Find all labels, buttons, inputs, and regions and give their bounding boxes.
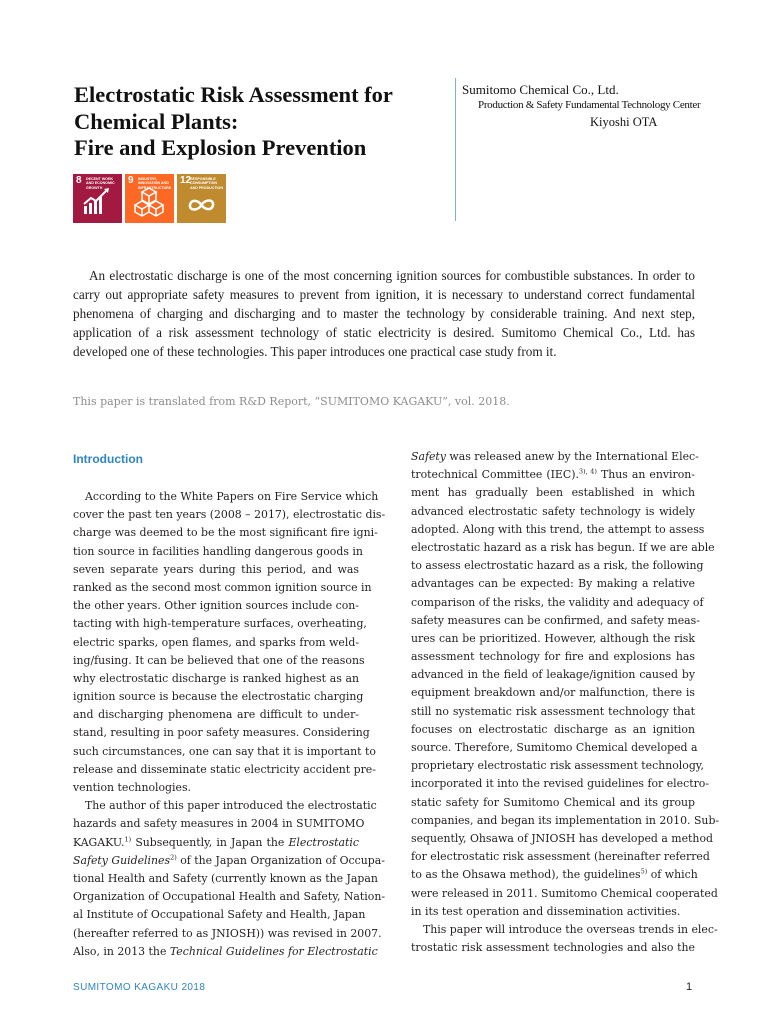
text-line: electrostatic hazard as a risk has begun. If we are able (411, 540, 715, 554)
text-line: sequently, Ohsawa of JNIOSH has developed a method (411, 831, 713, 845)
text-line: ignition source is because the electrostatic charging (73, 690, 364, 704)
italic-title: Safety (411, 450, 446, 463)
text-line (411, 448, 699, 466)
text-line: tional Health and Safety (currently known as the Japan (73, 871, 378, 885)
sdg-12-badge (177, 174, 226, 223)
text-line: proprietary electrostatic risk assessment technology, (411, 759, 704, 773)
sdg-12-number: 12 (180, 175, 192, 186)
header-divider (455, 78, 456, 221)
text-line: were released in 2011. Sumitomo Chemical cooperated (411, 886, 718, 900)
text-line: comparison of the risks, the validity and adequacy of (411, 595, 704, 609)
text-line: This paper will introduce the overseas trends in elec- (423, 922, 718, 936)
sdg-icons (73, 174, 226, 223)
text-line: seven separate years during this period, and was (73, 562, 359, 576)
text-line: tacting with high-temperature surfaces, overheating, (73, 617, 367, 631)
text-run: to as the Ohsawa method), the guidelines (411, 868, 641, 882)
text-line (73, 852, 385, 870)
text-run: KAGAKU. (73, 835, 125, 849)
author-name: Kiyoshi OTA (590, 115, 658, 129)
text-line: advanced electrostatic safety technology is widely (411, 504, 695, 518)
text-line: cover the past ten years (2008 – 2017), electrostatic dis- (73, 508, 386, 522)
text-line: (hereafter referred to as JNIOSH)) was revised in 2007. (73, 926, 382, 940)
text-line: assessment technology for fire and explosions has (411, 650, 695, 664)
text-line: advanced in the field of leakage/ignition caused by (411, 668, 695, 682)
text-run: of the Japan Organization of Occupa- (176, 853, 385, 867)
paper-title (74, 82, 454, 162)
affiliation-company: Sumitomo Chemical Co., Ltd. (462, 82, 619, 97)
text-line: electric sparks, open flames, and sparks from weld- (73, 635, 359, 649)
text-line: Organization of Occupational Health and Safety, Nation- (73, 890, 386, 904)
text-run: of which (647, 868, 698, 882)
journal-footer: SUMITOMO KAGAKU 2018 (73, 982, 206, 993)
text-line (73, 943, 378, 961)
text-line: al Institute of Occupational Safety and Health, Japan (73, 908, 366, 922)
sdg-8-number: 8 (76, 175, 82, 186)
translation-note: This paper is translated from R&D Report, “SUMITOMO KAGAKU”, vol. 2018. (73, 395, 510, 408)
text-line: to assess electrostatic hazard as a risk, the following (411, 559, 704, 573)
italic-title: Electrostatic (288, 835, 359, 849)
intro-paragraph-1 (73, 488, 386, 797)
text-run: Also, in 2013 the (73, 944, 170, 958)
text-line (411, 866, 698, 884)
text-line: why electrostatic discharge is ranked highest as an (73, 671, 359, 685)
title-line-2: Chemical Plants: (74, 108, 239, 134)
text-line: equipment breakdown and/or malfunction, there is (411, 686, 695, 700)
text-line (411, 466, 695, 484)
text-line: release and disseminate static electricity accident pre- (73, 762, 376, 776)
text-line: still no systematic risk assessment technology that (411, 704, 695, 718)
title-line-3: Fire and Explosion Prevention (74, 135, 367, 160)
text-line: ures can be prioritized. However, although the risk (411, 631, 695, 645)
sdg-9-badge (125, 174, 174, 223)
text-line: stand, resulting in poor safety measures. Considering (73, 726, 370, 740)
text-line: source. Therefore, Sumitomo Chemical developed a (411, 741, 698, 754)
text-line: and discharging phenomena are difficult to under- (73, 708, 359, 722)
text-line: incorporated it into the revised guidelines for electro- (411, 777, 710, 791)
text-line: According to the White Papers on Fire Service which (85, 490, 379, 503)
text-line: adopted. Along with this trend, the attempt to assess (411, 522, 705, 536)
text-line: in its test operation and dissemination activities. (411, 904, 681, 918)
affiliation-center: Production & Safety Fundamental Technology Center (478, 99, 701, 111)
citation-ref: 1) (124, 834, 132, 843)
sdg-8-badge (73, 174, 122, 223)
text-line: for electrostatic risk assessment (hereinafter referred (411, 850, 710, 864)
text-run: Subsequently, in Japan the (131, 835, 289, 849)
left-column (73, 448, 386, 961)
italic-title: Safety Guidelines (73, 853, 171, 867)
text-line: focuses on electrostatic discharge as an ignition (411, 722, 695, 736)
text-line: advantages can be expected: By making a relative (411, 577, 695, 591)
text-line: such circumstances, one can say that it is important to (73, 744, 376, 758)
text-run: trotechnical Committee (IEC). (411, 468, 579, 482)
text-line: static safety for Sumitomo Chemical and its group (411, 795, 695, 809)
intro-paragraph-3 (411, 921, 718, 957)
text-run: Thus an environ- (596, 468, 695, 482)
text-line: hazards and safety measures in 2004 in SUMITOMO (73, 817, 365, 831)
text-line (73, 834, 359, 852)
abstract: An electrostatic discharge is one of the most concerning ignition sources for combustible substances. In order to carry out appropriate safety measures to prevent from ignition, it is necessary to understand correct fundamental phenomena of charging and discharging and to master the technology by considerable training. And next step, application of a risk assessment technology of static electricity is desired. Sumitomo Chemical Co., Ltd. has developed one of these technologies. This paper introduces one practical case study from it. (73, 268, 695, 360)
sdg-12-label: RESPONSIBLE CONSUMPTION AND PRODUCTION (190, 177, 223, 190)
section-heading-introduction: Introduction (73, 452, 143, 466)
text-line: ranked as the second most common ignition source in (73, 580, 372, 594)
text-line: ing/fusing. It can be believed that one of the reasons (73, 653, 365, 667)
sdg-9-number: 9 (128, 175, 134, 186)
text-line: ment has gradually been established in which (411, 486, 695, 500)
citation-ref: 5) (640, 867, 648, 876)
text-line: tion source in facilities handling dangerous goods in (73, 544, 363, 558)
intro-paragraph-2 (73, 797, 386, 961)
text-line: vention technologies. (73, 781, 191, 794)
text-line: companies, and began its implementation in 2010. Sub- (411, 813, 720, 827)
sdg-9-label: INDUSTRY, INNOVATION AND INFRASTRUCTURE (138, 177, 172, 190)
intro-paragraph-2-continued (411, 448, 720, 921)
text-line: the other years. Other ignition sources include con- (73, 599, 359, 613)
title-line-1: Electrostatic Risk Assessment for (74, 82, 393, 107)
page-number: 1 (686, 981, 693, 993)
italic-title: Technical Guidelines for Electrostatic (169, 944, 378, 958)
right-column (411, 448, 720, 957)
sdg-8-label: DECENT WORK AND ECONOMIC GROWTH (86, 177, 115, 190)
text-line: The author of this paper introduced the electrostatic (85, 799, 377, 813)
citation-ref: 3), 4) (578, 467, 597, 476)
text-run: was released anew by the International Elec- (445, 450, 699, 463)
text-line: safety measures can be confirmed, and safety meas- (411, 613, 700, 627)
text-line: trostatic risk assessment technologies and also the (411, 941, 695, 955)
text-line: charge was deemed to be the most significant fire igni- (73, 526, 378, 540)
citation-ref: 2) (170, 853, 177, 862)
